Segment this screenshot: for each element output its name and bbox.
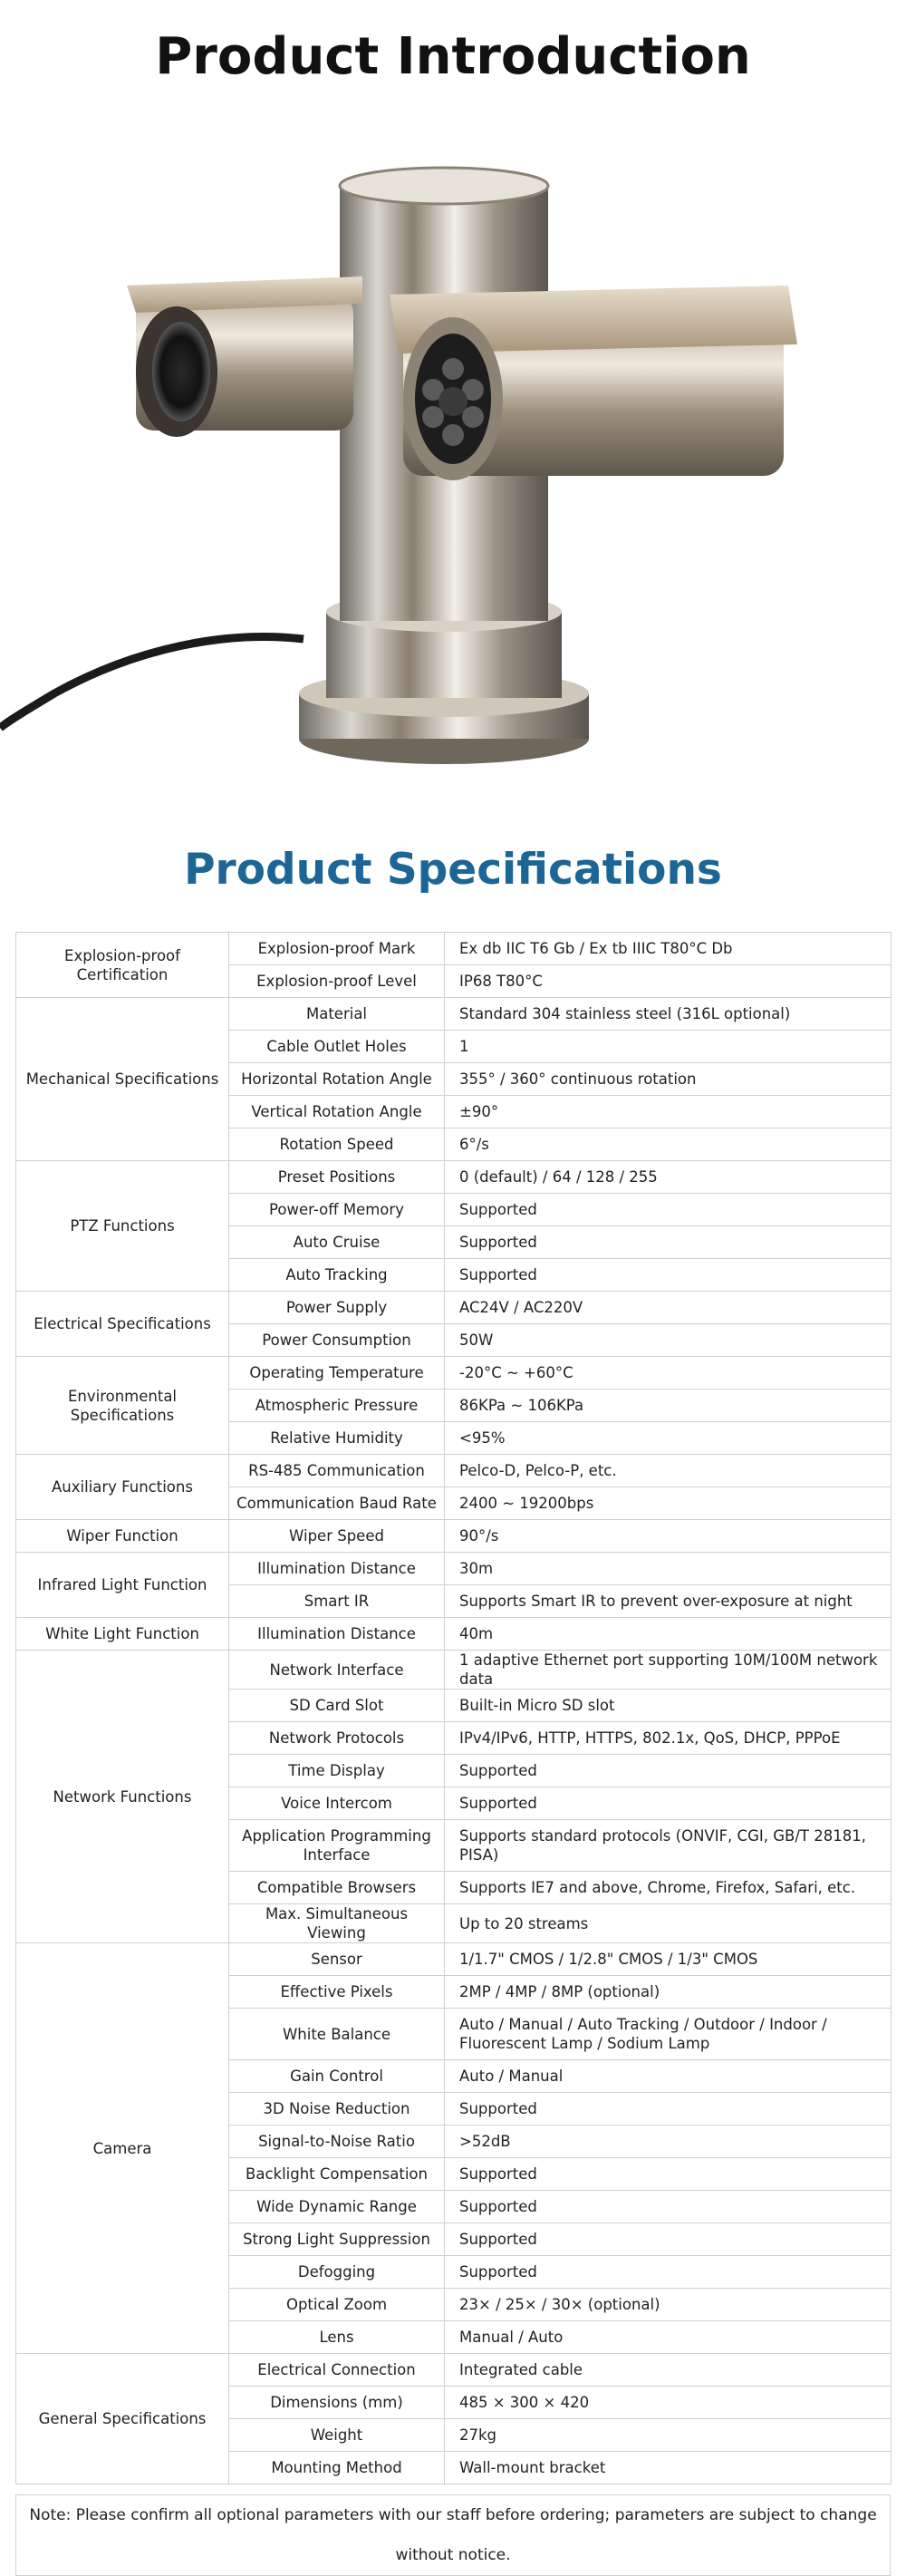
parameter-cell: Material [229,998,445,1031]
value-cell: Up to 20 streams [445,1904,892,1943]
value-cell: 1 adaptive Ethernet port supporting 10M/100M network data [445,1651,892,1690]
parameter-cell: Communication Baud Rate [229,1487,445,1520]
value-cell: 50W [445,1324,892,1357]
table-row [16,933,892,965]
value-cell: Supports Smart IR to prevent over-exposure at night [445,1585,892,1618]
table-row [16,998,892,1031]
parameter-cell: Gain Control [229,2060,445,2093]
specifications-table [15,932,892,2484]
parameter-cell: Sensor [229,1943,445,1976]
parameter-cell: Network Protocols [229,1722,445,1755]
parameter-cell: Smart IR [229,1585,445,1618]
page-title: Product Introduction [155,27,751,86]
value-cell: Pelco-D, Pelco-P, etc. [445,1455,892,1487]
table-row [16,1161,892,1194]
value-cell: Supported [445,1259,892,1292]
parameter-cell: Power Consumption [229,1324,445,1357]
parameter-cell: Auto Cruise [229,1226,445,1259]
parameter-cell: Vertical Rotation Angle [229,1096,445,1128]
value-cell: 2400 ~ 19200bps [445,1487,892,1520]
parameter-cell: Illumination Distance [229,1553,445,1585]
parameter-cell: Application Programming Interface [229,1820,445,1872]
value-cell: 485 × 300 × 420 [445,2387,892,2419]
value-cell: IPv4/IPv6, HTTP, HTTPS, 802.1x, QoS, DHCP, PPPoE [445,1722,892,1755]
value-cell: Wall-mount bracket [445,2452,892,2484]
parameter-cell: Lens [229,2321,445,2354]
parameter-cell: Illumination Distance [229,1618,445,1651]
table-row [16,2354,892,2387]
value-cell: Integrated cable [445,2354,892,2387]
value-cell: Supported [445,2223,892,2256]
parameter-cell: Explosion-proof Level [229,965,445,998]
table-row [16,1553,892,1585]
table-row [16,1618,892,1651]
value-cell: 23× / 25× / 30× (optional) [445,2289,892,2321]
footnote: Note: Please confirm all optional parameters with our staff before ordering; parameters are subject to change without notice. [15,2494,891,2576]
table-row [16,1651,892,1690]
category-cell: Camera [16,1943,229,2354]
value-cell: 6°/s [445,1128,892,1161]
category-cell: Network Functions [16,1651,229,1943]
value-cell: Supported [445,2158,892,2191]
value-cell: ±90° [445,1096,892,1128]
parameter-cell: Time Display [229,1755,445,1787]
category-cell: Mechanical Specifications [16,998,229,1161]
value-cell: 40m [445,1618,892,1651]
parameter-cell: Rotation Speed [229,1128,445,1161]
parameter-cell: Auto Tracking [229,1259,445,1292]
parameter-cell: Weight [229,2419,445,2452]
table-row [16,1943,892,1976]
parameter-cell: Electrical Connection [229,2354,445,2387]
parameter-cell: Strong Light Suppression [229,2223,445,2256]
parameter-cell: Power Supply [229,1292,445,1324]
value-cell: 2MP / 4MP / 8MP (optional) [445,1976,892,2009]
value-cell: <95% [445,1422,892,1455]
parameter-cell: Network Interface [229,1651,445,1690]
parameter-cell: Compatible Browsers [229,1872,445,1904]
parameter-cell: Preset Positions [229,1161,445,1194]
category-cell: White Light Function [16,1618,229,1651]
value-cell: >52dB [445,2126,892,2158]
parameter-cell: Explosion-proof Mark [229,933,445,965]
category-cell: Explosion-proof Certification [16,933,229,998]
value-cell: 30m [445,1553,892,1585]
value-cell: Supported [445,2256,892,2289]
parameter-cell: Wiper Speed [229,1520,445,1553]
category-cell: Wiper Function [16,1520,229,1553]
parameter-cell: Power-off Memory [229,1194,445,1226]
category-cell: Electrical Specifications [16,1292,229,1357]
value-cell: 27kg [445,2419,892,2452]
parameter-cell: Defogging [229,2256,445,2289]
value-cell: Supported [445,1194,892,1226]
table-row [16,1455,892,1487]
parameter-cell: 3D Noise Reduction [229,2093,445,2126]
parameter-cell: RS-485 Communication [229,1455,445,1487]
value-cell: Supported [445,1755,892,1787]
value-cell: Built-in Micro SD slot [445,1690,892,1722]
parameter-cell: Mounting Method [229,2452,445,2484]
parameter-cell: Voice Intercom [229,1787,445,1820]
category-cell: General Specifications [16,2354,229,2484]
value-cell: 1/1.7" CMOS / 1/2.8" CMOS / 1/3" CMOS [445,1943,892,1976]
parameter-cell: Dimensions (mm) [229,2387,445,2419]
parameter-cell: Effective Pixels [229,1976,445,2009]
table-row [16,1292,892,1324]
parameter-cell: Horizontal Rotation Angle [229,1063,445,1096]
parameter-cell: Atmospheric Pressure [229,1390,445,1422]
value-cell: Ex db IIC T6 Gb / Ex tb IIIC T80°C Db [445,933,892,965]
category-cell: PTZ Functions [16,1161,229,1292]
parameter-cell: White Balance [229,2009,445,2060]
category-cell: Infrared Light Function [16,1553,229,1618]
parameter-cell: Relative Humidity [229,1422,445,1455]
parameter-cell: SD Card Slot [229,1690,445,1722]
product-image [0,159,906,784]
value-cell: 0 (default) / 64 / 128 / 255 [445,1161,892,1194]
parameter-cell: Signal-to-Noise Ratio [229,2126,445,2158]
specifications-title: Product Specifications [184,845,722,895]
explosion-proof-ptz-camera-icon [0,159,906,784]
parameter-cell: Wide Dynamic Range [229,2191,445,2223]
value-cell: Supports standard protocols (ONVIF, CGI, GB/T 28181, PISA) [445,1820,892,1872]
value-cell: Manual / Auto [445,2321,892,2354]
value-cell: Auto / Manual [445,2060,892,2093]
parameter-cell: Operating Temperature [229,1357,445,1390]
value-cell: Auto / Manual / Auto Tracking / Outdoor / Indoor / Fluorescent Lamp / Sodium Lamp [445,2009,892,2060]
parameter-cell: Cable Outlet Holes [229,1031,445,1063]
table-row [16,1520,892,1553]
value-cell: 355° / 360° continuous rotation [445,1063,892,1096]
value-cell: -20°C ~ +60°C [445,1357,892,1390]
value-cell: 1 [445,1031,892,1063]
value-cell: Supported [445,2093,892,2126]
value-cell: Supported [445,1226,892,1259]
category-cell: Environmental Specifications [16,1357,229,1455]
table-row [16,1357,892,1390]
value-cell: Supported [445,1787,892,1820]
value-cell: IP68 T80°C [445,965,892,998]
value-cell: Supports IE7 and above, Chrome, Firefox, Safari, etc. [445,1872,892,1904]
parameter-cell: Backlight Compensation [229,2158,445,2191]
value-cell: AC24V / AC220V [445,1292,892,1324]
value-cell: Supported [445,2191,892,2223]
value-cell: Standard 304 stainless steel (316L optional) [445,998,892,1031]
parameter-cell: Max. Simultaneous Viewing [229,1904,445,1943]
value-cell: 90°/s [445,1520,892,1553]
category-cell: Auxiliary Functions [16,1455,229,1520]
parameter-cell: Optical Zoom [229,2289,445,2321]
value-cell: 86KPa ~ 106KPa [445,1390,892,1422]
